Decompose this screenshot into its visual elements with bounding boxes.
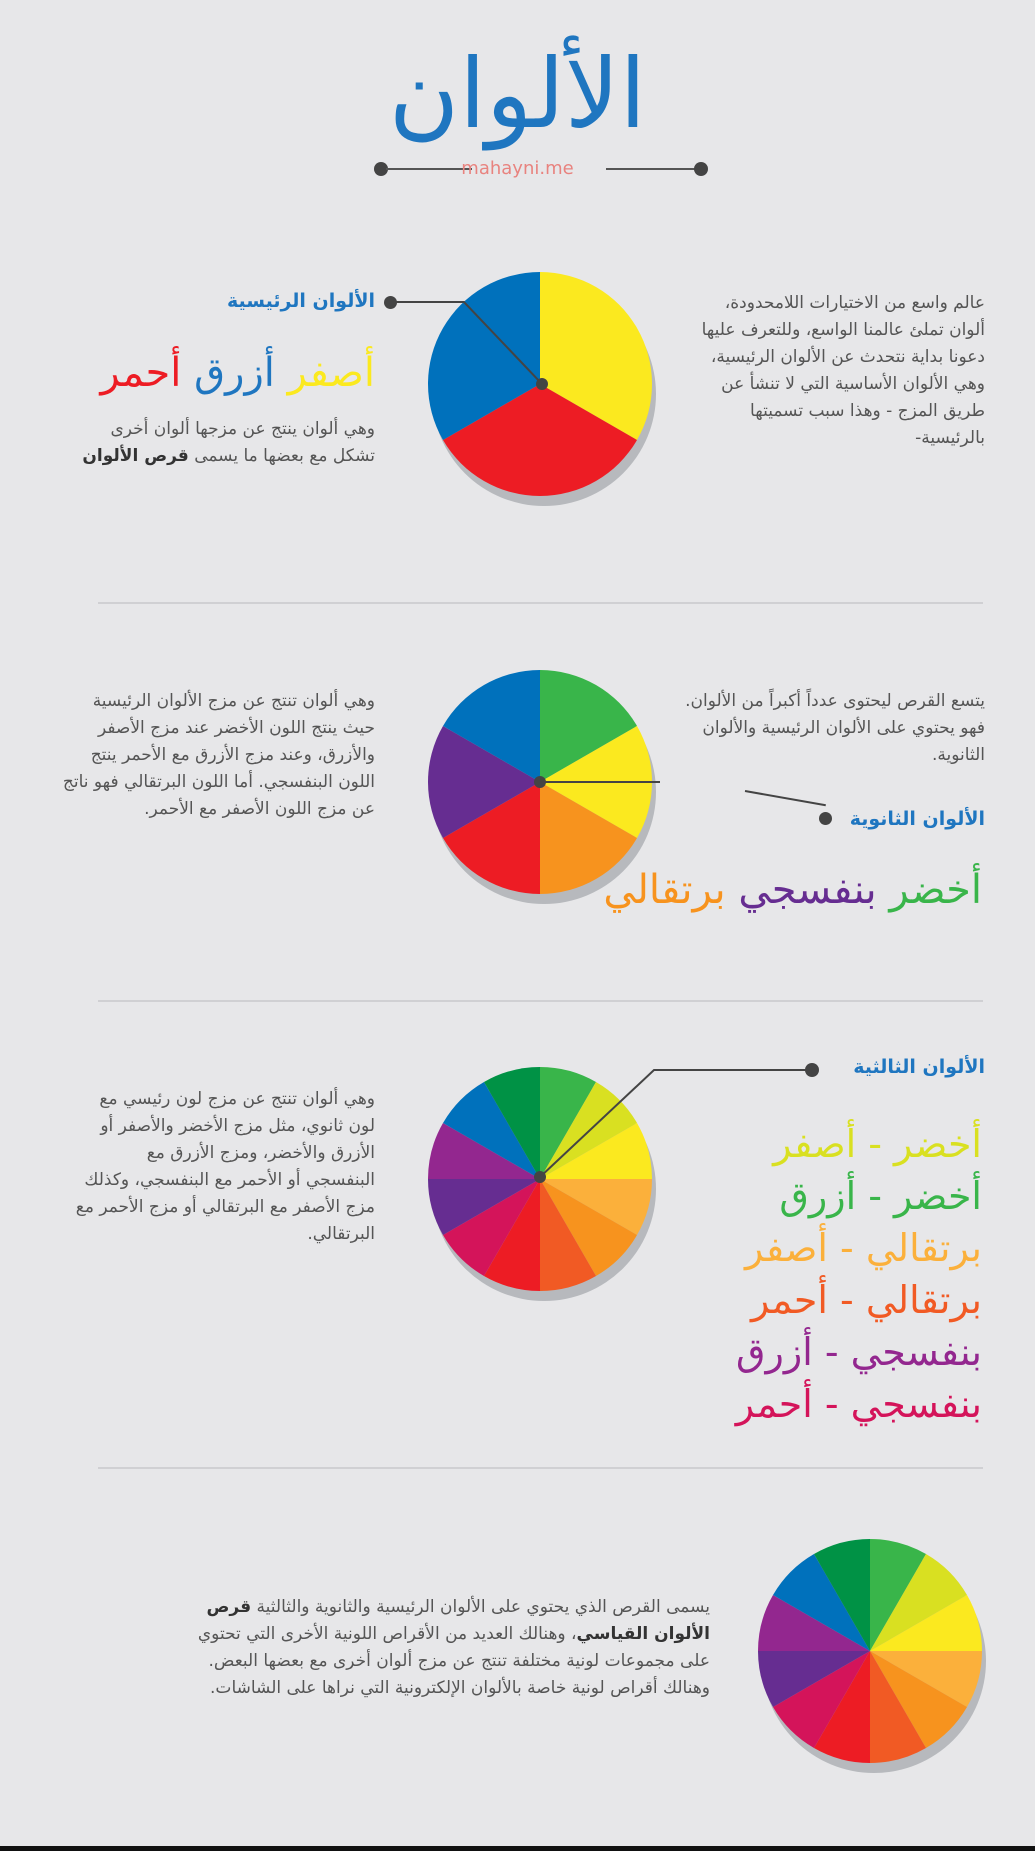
color-wheel-term: قرص الألوان [82, 446, 189, 466]
word-green: أخضر [889, 867, 982, 913]
subtitle-line-right [606, 168, 696, 170]
word-purple: بنفسجي [738, 867, 877, 913]
secondary-pointer-dot [819, 812, 832, 825]
secondary-heading: الألوان الثانوية [849, 808, 985, 830]
divider-1 [98, 602, 983, 604]
standard-desc: يسمى القرص الذي يحتوي على الألوان الرئيسية والثانوية والثالثية قرص الألوان القياسي، وهنالك العديد من الأقراص اللونية الأخرى التي تحتوي على مجموعات لونية مختلفة تنتج عن مزج ألوان أخرى مع بعضها البعض. وهنالك أقراص لونية خاصة بالألوان الإلكترونية التي نراها على الشاشات. [197, 1597, 710, 1698]
tertiary-item: أخضر - أصفر [773, 1122, 982, 1166]
tertiary-item: بنفسجي - أحمر [735, 1382, 982, 1426]
tertiary-item: برتقالي - أحمر [750, 1278, 982, 1322]
subtitle-dot-right [694, 162, 708, 176]
divider-2 [98, 1000, 983, 1002]
primary-heading: الألوان الرئيسية [226, 290, 375, 312]
primary-color-wheel [420, 268, 660, 508]
word-red: أحمر [100, 350, 182, 396]
secondary-desc-left: وهي ألوان تنتج عن مزج الألوان الرئيسية حيث ينتج اللون الأخضر عند مزج الأصفر والأزرق، وعند مزج الأزرق مع الأحمر ينتج اللون البنفسجي. أما اللون البرتقالي فهو ناتج عن مزج اللون الأصفر مع الأحمر. [62, 691, 375, 819]
word-blue: أزرق [194, 350, 275, 396]
primary-color-words [100, 349, 375, 397]
primary-pointer-dot [384, 296, 397, 309]
standard-color-wheel [750, 1535, 990, 1775]
divider-3 [98, 1467, 983, 1469]
tertiary-heading: الألوان الثالثية [853, 1056, 985, 1078]
word-orange: برتقالي [603, 867, 726, 913]
secondary-desc-right: يتسع القرص ليحتوى عدداً أكبراً من الألوان. فهو يحتوي على الألوان الرئيسية والألوان الثانوية. [685, 691, 985, 765]
page-title: الألوان [388, 38, 647, 150]
standard-wheel-term: قرص الألوان القياسي [206, 1597, 710, 1644]
secondary-color-words [603, 866, 982, 914]
word-yellow: أصفر [287, 350, 375, 396]
tertiary-desc-left: وهي ألوان تنتج عن مزج لون رئيسي مع لون ثانوي، مثل مزج الأخضر والأصفر أو الأزرق والأخضر، ومزج الأزرق مع البنفسجي أو الأحمر مع البنفسجي، وكذلك مزج الأصفر مع البرتقالي أو مزج الأحمر مع البرتقالي. [75, 1089, 375, 1244]
bottom-bar [0, 1846, 1035, 1851]
secondary-pointer-line [745, 790, 826, 806]
tertiary-item: بنفسجي - أزرق [736, 1330, 982, 1374]
page-subtitle: mahayni.me [461, 158, 574, 179]
tertiary-item: برتقالي - أصفر [744, 1226, 982, 1270]
primary-desc-left: وهي ألوان ينتج عن مزجها ألوان أخرى تشكل مع بعضها ما يسمى قرص الألوان [82, 419, 375, 466]
tertiary-item: أخضر - أزرق [779, 1174, 982, 1218]
primary-desc-right: عالم واسع من الاختيارات اللامحدودة، ألوان تملئ عالمنا الواسع، وللتعرف عليها دعونا بداية نتحدث عن الألوان الرئيسية، وهي الألوان الأساسية التي لا تنشأ عن طريق المزج - وهذا سبب تسميتها بالرئيسية- [701, 293, 985, 448]
